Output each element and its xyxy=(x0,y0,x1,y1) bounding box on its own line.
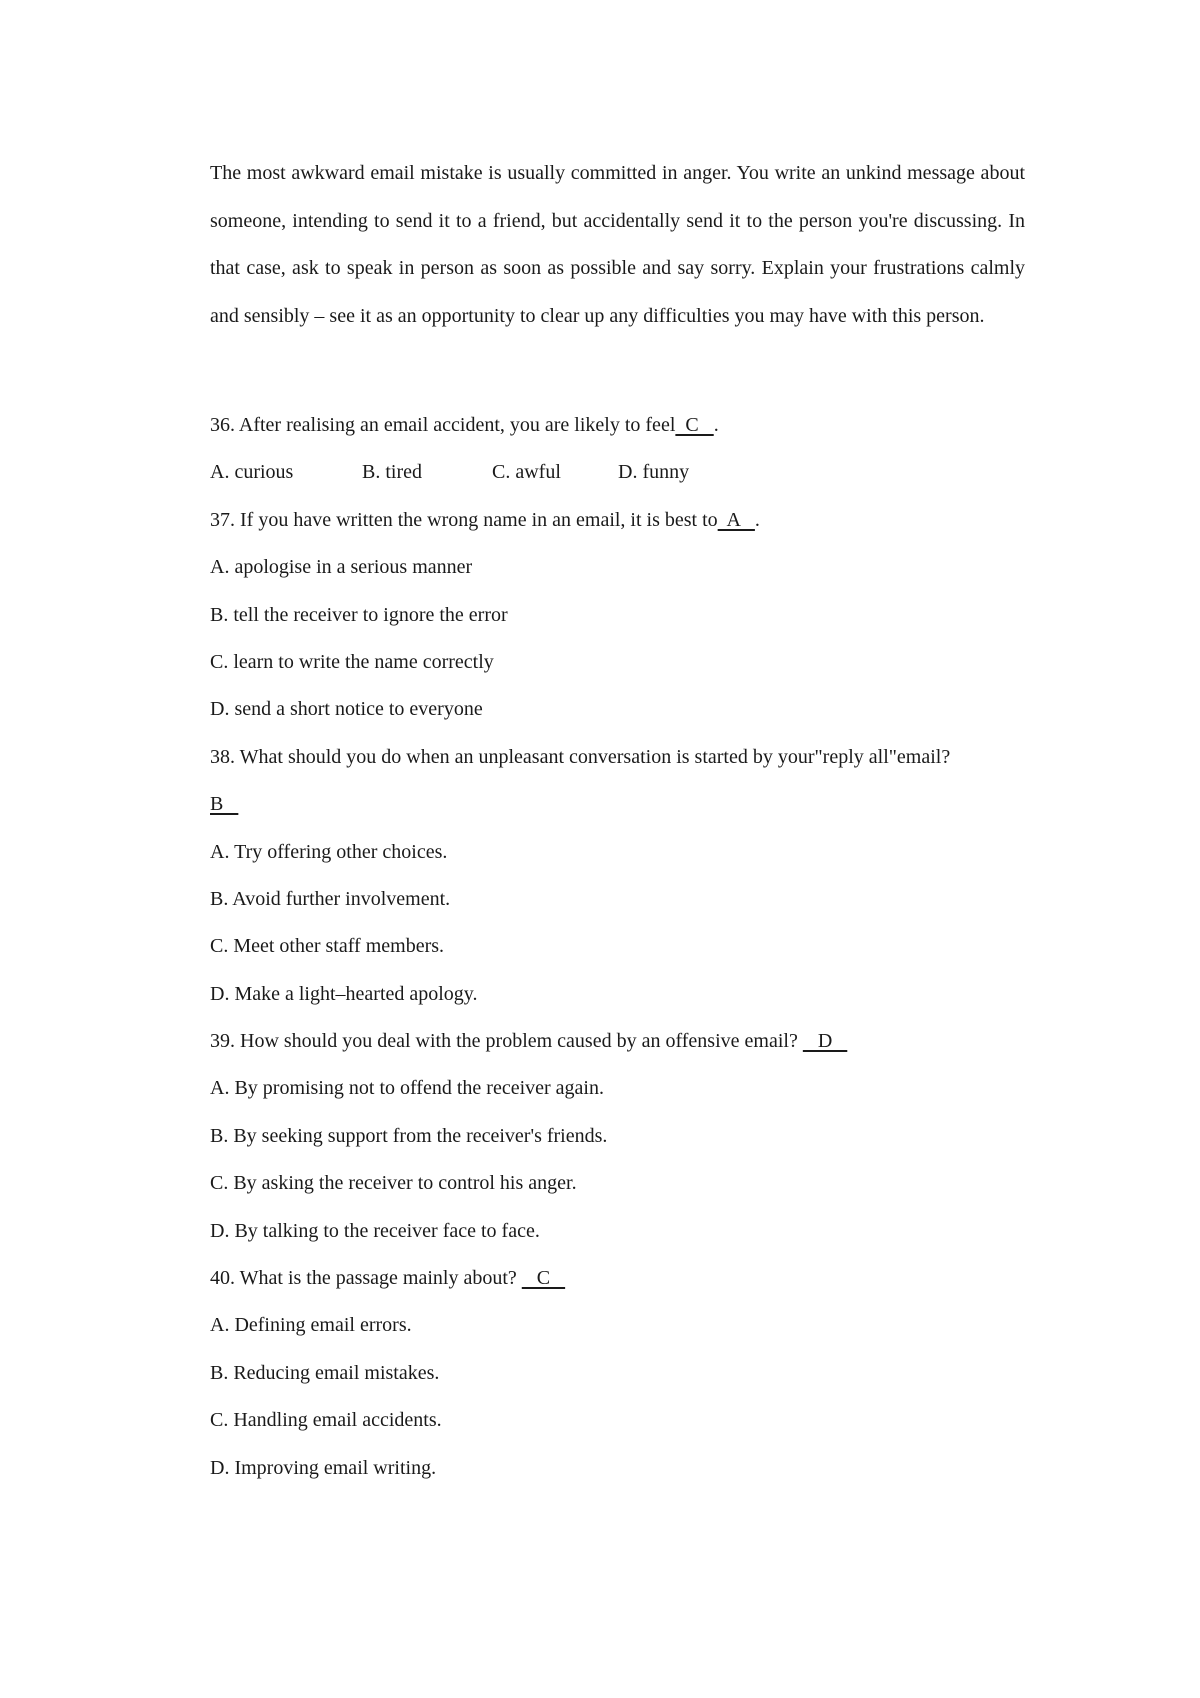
option-c: C. awful xyxy=(492,461,561,484)
option-a: A. Defining email errors. xyxy=(210,1314,412,1337)
question-37-stem xyxy=(210,497,1025,544)
question-38-answer: B xyxy=(210,793,239,816)
question-36-end: . xyxy=(713,414,719,436)
question-36-stem xyxy=(210,402,1025,449)
question-37-text: 37. If you have written the wrong name in an email, it is best to xyxy=(210,508,718,531)
option-a: A. Try offering other choices. xyxy=(210,840,448,863)
option-a: A. curious xyxy=(210,461,294,484)
question-38-answer-line xyxy=(210,781,1025,828)
question-38-stem: 38. What should you do when an unpleasant conversation is started by your"reply all"email? xyxy=(210,745,951,768)
option-c: C. learn to write the name correctly xyxy=(210,650,494,673)
option-b: B. tell the receiver to ignore the error xyxy=(210,603,508,626)
option-b: B. Avoid further involvement. xyxy=(210,887,451,910)
question-36-text: 36. After realising an email accident, you are likely to feel xyxy=(210,414,676,436)
option-b: B. tired xyxy=(362,461,422,484)
question-40-stem xyxy=(210,1255,1025,1302)
option-a: A. By promising not to offend the receiver again. xyxy=(210,1077,604,1100)
question-list xyxy=(210,402,1025,1492)
question-39-answer: D xyxy=(802,1030,848,1053)
option-c: C. By asking the receiver to control his anger. xyxy=(210,1172,577,1195)
question-40-text: 40. What is the passage mainly about? xyxy=(210,1267,517,1290)
question-40-answer: C xyxy=(521,1267,566,1290)
question-39-stem xyxy=(210,1018,1025,1065)
option-d: D. Improving email writing. xyxy=(210,1456,437,1479)
option-d: D. By talking to the receiver face to face. xyxy=(210,1219,540,1242)
question-36-answer: C xyxy=(675,414,714,436)
question-37-answer: A xyxy=(717,508,755,531)
question-37-end: . xyxy=(754,508,760,531)
option-c: C. Meet other staff members. xyxy=(210,935,445,958)
option-b: B. Reducing email mistakes. xyxy=(210,1361,440,1384)
question-39-text: 39. How should you deal with the problem caused by an offensive email? xyxy=(210,1030,798,1053)
option-a: A. apologise in a serious manner xyxy=(210,556,473,579)
reading-passage: The most awkward email mistake is usually committed in anger. You write an unkind message about someone, intending to send it to a friend, but accidentally send it to the person you're discussing. In that case, ask to speak in person as soon as possible and say sorry. Explain your frustrations calmly and sensibly – see it as an opportunity to clear up any difficulties you may have with this person. xyxy=(210,162,1025,327)
option-c: C. Handling email accidents. xyxy=(210,1409,442,1432)
option-d: D. funny xyxy=(618,461,690,484)
option-d: D. send a short notice to everyone xyxy=(210,698,483,721)
option-b: B. By seeking support from the receiver's friends. xyxy=(210,1124,608,1147)
document-page xyxy=(210,150,1025,1492)
question-36-options xyxy=(210,449,1025,496)
option-d: D. Make a light–hearted apology. xyxy=(210,982,478,1005)
